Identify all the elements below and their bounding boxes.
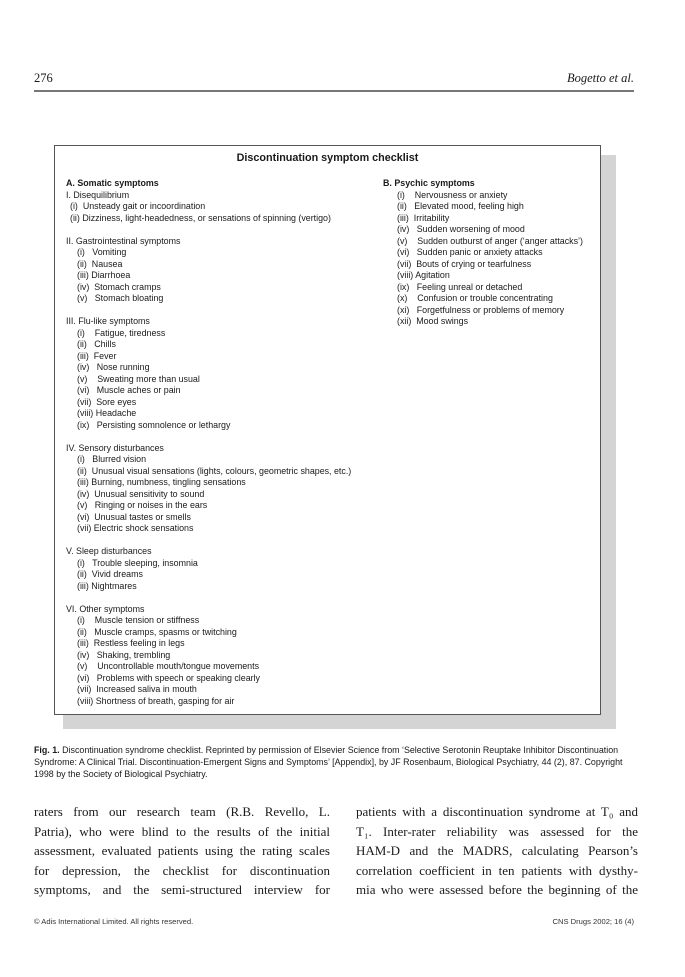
symptom-item: (iii) Diarrhoea [77,270,131,280]
symptom-item: (viii) Headache [77,408,137,418]
symptom-item: (iii) Restless feeling in legs [77,638,185,648]
somatic-column [66,178,396,707]
symptom-item: (i) Trouble sleeping, insomnia [77,557,198,568]
symptom-group [66,236,396,305]
symptom-item: (v) Ringing or noises in the ears [77,500,208,510]
figure-caption [34,744,640,780]
symptom-group-title: IV. Sensory disturbances [66,442,164,453]
symptom-item: (vi) Problems with speech or speaking clearly [77,672,260,683]
symptom-group [66,190,396,225]
footer-copyright: © Adis International Limited. All rights reserved. [34,917,194,926]
symptom-item: (viii) Shortness of breath, gasping for air [77,695,235,706]
symptom-item: (iii) Nightmares [77,580,137,591]
symptom-item: (vii) Sore eyes [77,396,137,407]
symptom-item: (ii) Elevated mood, feeling high [397,201,524,211]
body-text-line: mia who were assessed before the beginning of the [356,882,638,897]
symptom-item: (ii) Chills [77,339,116,349]
symptom-item: (ii) Unusual visual sensations (lights, colours, geometric shapes, etc.) [77,465,352,476]
symptom-item: (vi) Muscle aches or pain [77,385,181,395]
symptom-item: (v) Sweating more than usual [77,373,200,384]
symptom-group-title: I. Disequilibrium [66,189,130,200]
symptom-item: (iv) Unusual sensitivity to sound [77,488,205,499]
symptom-item: (viii) Agitation [397,270,450,280]
footer-journal: CNS Drugs 2002; 16 (4) [552,917,634,926]
psychic-items [383,190,598,328]
symptom-item: (ii) Dizziness, light-headedness, or sensations of spinning (vertigo) [70,212,331,223]
body-text-line: Patria), who were blind to the results of the initial [34,823,330,839]
body-text-line: patients with a discontinuation syndrome at T₀ and [356,804,638,819]
symptom-item: (iv) Shaking, trembling [77,649,171,660]
symptom-group-title: III. Flu-like symptoms [66,316,150,326]
body-text-left-column [34,802,330,900]
symptom-item: (i) Blurred vision [77,454,147,464]
symptom-item: (i) Muscle tension or stiffness [77,615,200,625]
running-authors: Bogetto et al. [567,71,634,85]
symptom-item: (ii) Vivid dreams [77,569,143,579]
symptom-item: (xi) Forgetfulness or problems of memory [397,304,565,315]
symptom-item: (vii) Electric shock sensations [77,523,194,533]
body-text-line: T₁. Inter-rater reliability was assessed for the [356,823,638,839]
symptom-group [66,316,396,431]
symptom-item: (ii) Muscle cramps, spasms or twitching [77,626,237,637]
symptom-item: (v) Uncontrollable mouth/tongue movements [77,661,260,671]
symptom-item: (iv) Nose running [77,362,150,372]
checklist-figure-box [54,145,601,715]
symptom-item: (vii) Bouts of crying or tearfulness [397,258,532,269]
symptom-item: (i) Unsteady gait or incoordination [70,201,206,211]
symptom-item: (i) Nervousness or anxiety [397,189,508,200]
body-text-line: assessment, evaluated patients using the rating scales [34,843,330,858]
header-rule [34,90,634,92]
symptom-item: (i) Fatigue, tiredness [77,327,166,338]
body-text-line: HAM-D and the MADRS, calculating Pearson’s [356,843,638,858]
symptom-item: (v) Stomach bloating [77,293,164,303]
symptom-group-title: II. Gastrointestinal symptoms [66,235,181,246]
symptom-item: (iv) Sudden worsening of mood [397,224,525,234]
page-number: 276 [34,71,53,85]
symptom-item: (x) Confusion or trouble concentrating [397,293,553,303]
running-header [34,71,634,89]
symptom-group-title: V. Sleep disturbances [66,546,152,556]
symptom-group [66,604,396,708]
symptom-group [66,546,396,592]
caption-label: Fig. 1. [34,745,60,755]
body-text-line: symptoms, and the semi-structured interview for [34,882,330,897]
psychic-heading: B. Psychic symptoms [383,178,475,188]
symptom-item: (v) Sudden outburst of anger (‘anger attacks’) [397,235,583,246]
symptom-item: (vi) Sudden panic or anxiety attacks [397,247,543,257]
symptom-item: (i) Vomiting [77,247,127,257]
symptom-item: (vi) Unusual tastes or smells [77,511,191,522]
body-text-line: correlation coefficient in ten patients with dysthy- [356,862,638,878]
symptom-item: (vii) Increased saliva in mouth [77,684,197,694]
symptom-item: (xii) Mood swings [397,316,469,326]
body-text-line: raters from our research team (R.B. Revello, L. [34,804,330,819]
psychic-column [383,178,598,328]
symptom-group [66,443,396,535]
symptom-item: (iv) Stomach cramps [77,281,161,292]
body-text-line: for depression, the checklist for discontinuation [34,862,330,878]
somatic-heading: A. Somatic symptoms [66,178,159,188]
checklist-title: Discontinuation symptom checklist [236,152,419,164]
caption-text: Discontinuation syndrome checklist. Reprinted by permission of Elsevier Science from ‘Selective Serotonin Reuptake Inhibitor Discontinuation Syndrome: A Clinical Trial. Discontinuation-Emergent Signs and Symptoms’ [Appendix], by JF Rosenbaum, Biological Psychiatry, 44 (2), 87. Copyright 1998 by the Society of Biological Psychiatry. [34,745,623,779]
symptom-item: (ix) Feeling unreal or detached [397,281,523,292]
symptom-item: (ix) Persisting somnolence or lethargy [77,419,231,430]
somatic-groups [66,190,396,708]
symptom-item: (iii) Fever [77,350,117,361]
symptom-item: (iii) Irritability [397,212,450,223]
symptom-item: (iii) Burning, numbness, tingling sensations [77,477,246,487]
symptom-item: (ii) Nausea [77,258,123,269]
symptom-group-title: VI. Other symptoms [66,603,145,614]
body-text-right-column [356,802,638,900]
